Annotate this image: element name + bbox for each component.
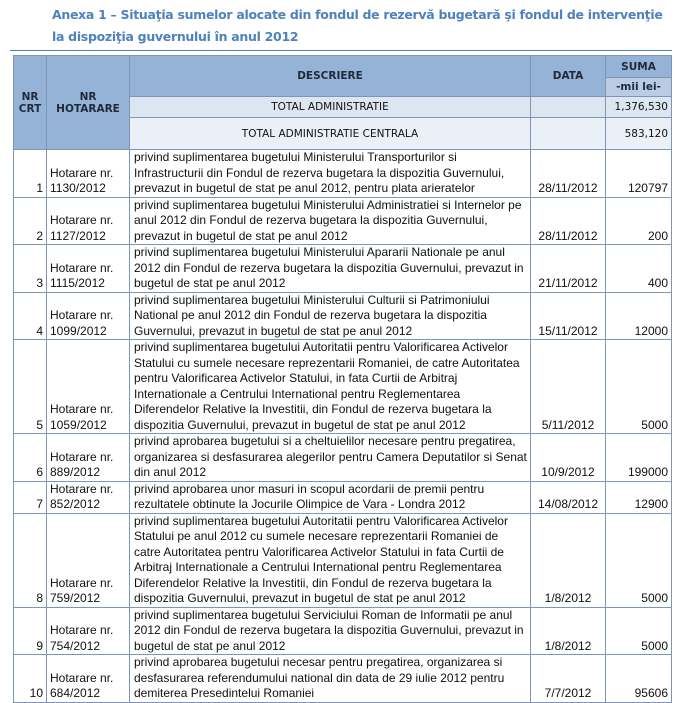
- row-date: 14/08/2012: [531, 481, 606, 513]
- table-row: [14, 340, 672, 434]
- row-hotarare: Hotarare nr. 1059/2012: [47, 340, 130, 434]
- header-nr-crt: NR CRT: [14, 56, 47, 150]
- table-row: [14, 197, 672, 245]
- row-amount: 5000: [606, 513, 672, 607]
- row-amount: 5000: [606, 607, 672, 655]
- row-hotarare: Hotarare nr. 1099/2012: [47, 292, 130, 340]
- header-descriere: DESCRIERE: [130, 56, 531, 97]
- table-row: [14, 292, 672, 340]
- document-title: Anexa 1 – Situaţia sumelor alocate din fondul de rezervă bugetară şi fondul de intervenţie la dispoziţia guvernului în anul 2012: [52, 7, 663, 44]
- row-description: privind suplimentarea bugetului Autoritatii pentru Valorificarea Activelor Statului pe anul 2012 cu sumele necesare reprezentarii Romaniei de catre Autoritatea pentru Valorificarea Activelor Statului in fata Curtii de Arbitraj Internationale a Centrului International pentru Reglementarea Diferendelor Relative la Investitii, din Fondul de rezerva bugetara la dispozitia Guvernului, prevazut in bugetul de stat pe anul 2012: [130, 513, 531, 607]
- row-hotarare: Hotarare nr. 759/2012: [47, 513, 130, 607]
- row-description: privind suplimentarea bugetului Autoritatii pentru Valorificarea Activelor Statului cu sumele necesare reprezentarii Romaniei, de catre Autoritatea pentru Valorificarea Activelor Statului, in fata Curtii de Arbitraj Internationale a Centrului International pentru Reglementarea Diferendelor Relative la Investitii, din Fondul de rezerva bugetara la dispozitia Guvernului, prevazut in bugetul de stat pe anul 2012: [130, 340, 531, 434]
- row-number: 8: [14, 513, 47, 607]
- table-row: [14, 607, 672, 655]
- row-number: 5: [14, 340, 47, 434]
- total-amount: 1,376,530: [606, 97, 672, 118]
- total-label: TOTAL ADMINISTRATIE CENTRALA: [130, 118, 531, 150]
- header-data: DATA: [531, 56, 606, 97]
- row-number: 9: [14, 607, 47, 655]
- row-number: 2: [14, 197, 47, 245]
- row-description: privind suplimentarea bugetului Serviciului Roman de Informatii pe anul 2012 din Fondul de rezerva bugetara la dispozitia Guvernului, prevazut in bugetul de stat pe anul 2012: [130, 607, 531, 655]
- row-number: 10: [14, 655, 47, 703]
- row-description: privind suplimentarea bugetului Ministerului Transporturilor si Infrastructurii din Fondul de rezerva bugetara la dispozitia Guvernului, prevazut in bugetul de stat pe anul 2012, pentru plata arieratelor: [130, 150, 531, 198]
- table-row: [14, 481, 672, 513]
- row-description: privind suplimentarea bugetului Ministerului Culturii si Patrimoniului National pe anul 2012 din Fondul de rezerva bugetara la dispozitia Guvernului, prevazut in bugetul de stat pe anul 2012: [130, 292, 531, 340]
- row-description: privind aprobarea bugetului necesar pentru pregatirea, organizarea si desfasurarea referendumului national din data de 29 iulie 2012 pentru demiterea Presedintelui Romaniei: [130, 655, 531, 703]
- table-row: [14, 434, 672, 482]
- row-hotarare: Hotarare nr. 1130/2012: [47, 150, 130, 198]
- row-amount: 400: [606, 245, 672, 293]
- table-row: [14, 150, 672, 198]
- row-description: privind aprobarea unor masuri in scopul acordarii de premii pentru rezultatele obtinute la Jocurile Olimpice de Vara - Londra 2012: [130, 481, 531, 513]
- row-description: privind suplimentarea bugetului Ministerului Apararii Nationale pe anul 2012 din Fondul de rezerva bugetara la dispozitia Guvernului, prevazut in bugetul de stat pe anul 2012: [130, 245, 531, 293]
- row-amount: 5000: [606, 340, 672, 434]
- row-amount: 95606: [606, 655, 672, 703]
- row-hotarare: Hotarare nr. 889/2012: [47, 434, 130, 482]
- row-date: 28/11/2012: [531, 150, 606, 198]
- row-amount: 120797: [606, 150, 672, 198]
- row-hotarare: Hotarare nr. 754/2012: [47, 607, 130, 655]
- row-date: 10/9/2012: [531, 434, 606, 482]
- row-amount: 200: [606, 197, 672, 245]
- table-row: [14, 655, 672, 703]
- row-description: privind suplimentarea bugetului Ministerului Administratiei si Internelor pe anul 2012 din Fondul de rezerva bugetara la dispozitia Guvernului, prevazut in bugetul de stat pe anul 2012: [130, 197, 531, 245]
- row-description: privind aprobarea bugetului si a cheltuielilor necesare pentru pregatirea, organizarea si desfasurarea alegerilor pentru Camera Deputatilor si Senat din anul 2012: [130, 434, 531, 482]
- title-divider: [10, 50, 672, 51]
- total-label: TOTAL ADMINISTRATIE: [130, 97, 531, 118]
- row-date: 7/7/2012: [531, 655, 606, 703]
- row-amount: 199000: [606, 434, 672, 482]
- row-number: 4: [14, 292, 47, 340]
- total-date: [531, 97, 606, 118]
- row-hotarare: Hotarare nr. 852/2012: [47, 481, 130, 513]
- row-date: 1/8/2012: [531, 513, 606, 607]
- row-date: 5/11/2012: [531, 340, 606, 434]
- header-suma: SUMA: [606, 56, 672, 78]
- table-row: [14, 245, 672, 293]
- row-amount: 12900: [606, 481, 672, 513]
- row-hotarare: Hotarare nr. 1115/2012: [47, 245, 130, 293]
- row-number: 1: [14, 150, 47, 198]
- header-suma-unit: -mii lei-: [606, 78, 672, 97]
- total-date: [531, 118, 606, 150]
- table-row: [14, 513, 672, 607]
- row-date: 15/11/2012: [531, 292, 606, 340]
- row-hotarare: Hotarare nr. 1127/2012: [47, 197, 130, 245]
- row-date: 1/8/2012: [531, 607, 606, 655]
- row-number: 7: [14, 481, 47, 513]
- allocations-table: [13, 55, 672, 703]
- row-number: 3: [14, 245, 47, 293]
- row-amount: 12000: [606, 292, 672, 340]
- row-number: 6: [14, 434, 47, 482]
- row-date: 28/11/2012: [531, 197, 606, 245]
- total-amount: 583,120: [606, 118, 672, 150]
- header-nr-hotarare: NR HOTARARE: [47, 56, 130, 150]
- row-date: 21/11/2012: [531, 245, 606, 293]
- row-hotarare: Hotarare nr. 684/2012: [47, 655, 130, 703]
